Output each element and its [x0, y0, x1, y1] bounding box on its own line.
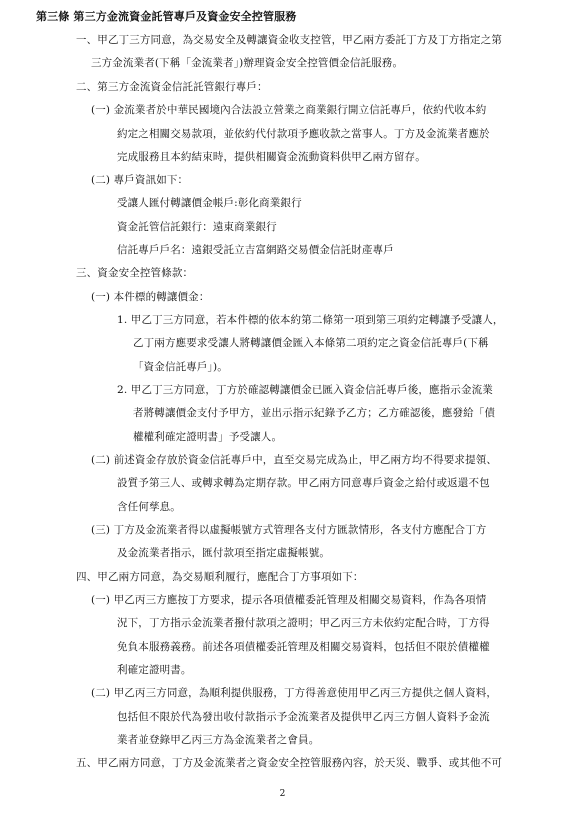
clause-4-1-line-1: (一) 甲乙丙三方應按丁方要求，提示各項債權委託管理及相關交易資料，作為各項情 — [91, 594, 487, 606]
clause-4-1-line-2: 況下，丁方指示金流業者撥付款項之證明；甲乙丙三方未依約定配合時，丁方得 — [117, 617, 490, 629]
clause-4-1-line-3: 免負本服務義務。前述各項債權委託管理及相關交易資料，包括但不限於債權權 — [117, 641, 490, 653]
clause-3-2-line-2: 設質予第三人、或轉求轉為定期存款。甲乙兩方同意專戶資金之給付或返還不包 — [117, 477, 490, 489]
clause-3-heading: 三、資金安全控管條款： — [76, 267, 194, 279]
clause-5-line-1: 五、甲乙兩方同意，丁方及金流業者之資金安全控管服務內容，於天災、戰爭、或其他不可 — [76, 757, 502, 769]
page-number: 2 — [279, 789, 286, 799]
clause-4-2-line-3: 業者並登錄甲乙丙三方為金流業者之會員。 — [117, 734, 320, 746]
clause-3-2-line-1: (二) 前述資金存放於資金信託專戶中，直至交易完成為止，甲乙兩方均不得要求提領、 — [91, 454, 498, 466]
clause-3-1-2-line-1: 2. 甲乙丁三方同意，丁方於確認轉讓價金已匯入資金信託專戶後，應指示金流業 — [117, 384, 493, 396]
clause-3-1-1-line-1: 1. 甲乙丁三方同意，若本件標的依本約第二條第一項到第三項約定轉讓予受讓人， — [117, 314, 504, 326]
account-info-account-name: 信託專戶戶名：遠銀受託立吉富網路交易價金信託財產專戶 — [117, 244, 394, 256]
clause-3-1-2-line-3: 權權利確定證明書」予受讓人。 — [133, 431, 283, 443]
clause-3-3-line-2: 及金流業者指示，匯付款項至指定虛擬帳號。 — [117, 547, 330, 559]
account-info-transferee: 受讓人匯付轉讓價金帳戶:彰化商業銀行 — [117, 197, 302, 209]
clause-3-2-line-3: 含任何孳息。 — [117, 501, 181, 513]
clause-4-2-line-1: (二) 甲乙丙三方同意，為順利提供服務，丁方得善意使用甲乙丙三方提供之個人資料， — [91, 687, 498, 699]
clause-1-line-2: 三方金流業者(下稱「金流業者」)辦理資金安全控管價金信託服務。 — [91, 57, 404, 69]
clause-3-1-heading: (一) 本件標的轉讓價金： — [91, 291, 210, 303]
clause-4-heading: 四、甲乙兩方同意，為交易順利履行，應配合丁方事項如下： — [76, 571, 364, 583]
clause-3-1-2-line-2: 者將轉讓價金支付予甲方，並出示指示紀錄予乙方；乙方確認後，應發給「債 — [133, 407, 496, 419]
clause-3-1-1-line-3: 「資金信託專戶」)。 — [133, 361, 228, 373]
clause-2-1-line-1: (一) 金流業者於中華民國境內合法設立營業之商業銀行開立信託專戶，依約代收本約 — [91, 104, 487, 116]
clause-1-line-1: 一、甲乙丁三方同意，為交易安全及轉讓資金收支控管，甲乙兩方委託丁方及丁方指定之第 — [76, 34, 502, 46]
clause-2-1-line-2: 約定之相關交易款項，並依約代付款項予應收款之當事人。丁方及金流業者應於 — [117, 128, 490, 140]
clause-4-1-line-4: 利確定證明書。 — [117, 664, 192, 676]
clause-4-2-line-2: 包括但不限於代為發出收付款指示予金流業者及提供甲乙丙三方個人資料予金流 — [117, 711, 490, 723]
article-heading: 第三條 第三方金流資金託管專戶及資金安全控管服務 — [36, 10, 297, 23]
clause-2-2-heading: (二) 專戶資訊如下： — [91, 174, 189, 186]
clause-2-heading: 二、第三方金流資金信託託管銀行專戶： — [76, 81, 268, 93]
clause-3-1-1-line-2: 乙丁兩方應要求受讓人將轉讓價金匯入本條第二項約定之資金信託專戶(下稱 — [133, 337, 489, 349]
clause-3-3-line-1: (三) 丁方及金流業者得以虛擬帳號方式管理各支付方匯款情形，各支付方應配合丁方 — [91, 524, 487, 536]
clause-2-1-line-3: 完成服務且本約結束時，提供相關資金流動資料供甲乙兩方留存。 — [117, 151, 426, 163]
account-info-trust-bank: 資金託管信託銀行：遠東商業銀行 — [117, 221, 277, 233]
